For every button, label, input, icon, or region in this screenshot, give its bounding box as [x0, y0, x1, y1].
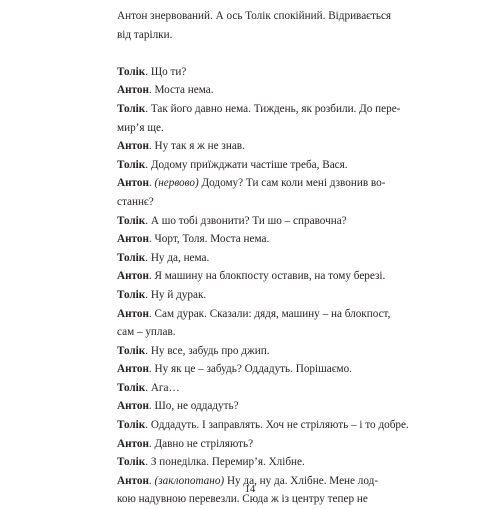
speech-text: Я машину на блокпосту оставив, на тому березі. [154, 270, 386, 283]
speech-text: Ну так я ж не знав. [154, 140, 245, 153]
speech-text: Ну да, ну да. Хлібне. Мене лод- [226, 474, 379, 487]
dialogue-line: Антон. Сам дурак. Сказали: дядя, машину – на блокпост, [117, 307, 391, 320]
dialogue-line: Антон. Я машину на блокпосту оставив, на тому березі. [117, 270, 386, 283]
speech-text: Ну да, нема. [150, 251, 210, 264]
speech-text: Чорт, Толя. Моста нема. [154, 233, 270, 246]
speaker-name: Антон [117, 437, 149, 450]
speech-text: сам – уплав. [117, 326, 176, 339]
speech-text: З понеділка. Перемир’я. Хлібне. [150, 456, 305, 469]
speech-text: Додому приїжджати частіше треба, Вася. [150, 158, 348, 171]
speech-text: Сам дурак. Сказали: дядя, машину – на блокпост, [154, 307, 391, 320]
speech-text: А шо тобі дзвонити? Ти шо – справочна? [150, 214, 347, 227]
speech-text: Ну й дурак. [150, 288, 207, 301]
dialogue-line [117, 119, 363, 138]
dialogue-line [117, 323, 363, 342]
dialogue-line: Толік. А шо тобі дзвонити? Ти шо – справочна? [117, 214, 347, 227]
speech-text: Ну як це – забудь? Оддадуть. Порішаємо. [154, 363, 352, 376]
speech-text: Моста нема. [154, 84, 214, 97]
dialogue-line: Антон. Чорт, Толя. Моста нема. [117, 233, 270, 246]
speaker-name: Толік [117, 456, 146, 469]
dialogue-line: Антон. (нервово) Додому? Ти сам коли мені дзвонив во- [117, 177, 386, 190]
dialogue-line: Толік. Ну й дурак. [117, 288, 207, 301]
dialogue-line: Толік. З понеділка. Перемир’я. Хлібне. [117, 456, 305, 469]
speech-text: мир’я ще. [117, 121, 164, 134]
dialogue-line: Антон. Шо, не оддадуть? [117, 400, 239, 413]
speaker-name: Антон [117, 140, 149, 153]
dialogue-line: Толік. Оддадуть. І заправлять. Хоч не стріляють – і то добре. [117, 419, 409, 432]
speaker-name: Антон [117, 177, 149, 190]
speaker-name: Антон [117, 474, 149, 487]
speaker-name: Антон [117, 270, 149, 283]
dialogue-line [117, 193, 363, 212]
speech-text: Ну все, забудь про джип. [150, 344, 270, 357]
stage-direction: (нервово) [154, 177, 199, 190]
speaker-name: Антон [117, 400, 149, 413]
play-text [117, 0, 409, 509]
speaker-name: Антон [117, 84, 149, 97]
dialogue-line: Толік. Ага… [117, 381, 180, 394]
speech-text: Так його давно нема. Тиждень, як розбили. До пере- [150, 102, 401, 115]
speaker-name: Толік [117, 381, 146, 394]
speech-text: Додому? Ти сам коли мені дзвонив во- [201, 177, 386, 190]
speech-text: станнє? [117, 195, 154, 208]
dialogue-line: Толік. Ну да, нема. [117, 251, 210, 264]
dialogue-line: Толік. Що ти? [117, 65, 187, 78]
speaker-name: Толік [117, 214, 146, 227]
dialogue-line: Антон. Давно не стріляють? [117, 437, 254, 450]
dialogue-line: Толік. Додому приїжджати частіше треба, Вася. [117, 158, 348, 171]
dialogue-line: Толік. Так його давно нема. Тиждень, як розбили. До пере- [117, 102, 401, 115]
speaker-name: Толік [117, 158, 146, 171]
speaker-name: Толік [117, 251, 146, 264]
dialogue-line: Толік. Ну все, забудь про джип. [117, 344, 270, 357]
dialogue-line: Антон. (заклопотано) Ну да, ну да. Хлібне. Мене лод- [117, 474, 379, 487]
speech-text: Ага… [150, 381, 180, 394]
speech-text: Що ти? [150, 65, 187, 78]
speaker-name: Антон [117, 363, 149, 376]
stage-direction-line: Антон знервований. А ось Толік спокійний. Відривається [117, 10, 392, 22]
dialogue [117, 63, 409, 509]
blank-line [117, 44, 363, 63]
speech-text: Шо, не оддадуть? [154, 400, 239, 413]
speaker-name: Толік [117, 65, 146, 78]
dialogue-line: Антон. Ну так я ж не знав. [117, 140, 245, 153]
speech-text: Давно не стріляють? [154, 437, 254, 450]
speech-text: кою надувною перевезли. Сюда ж із центру тепер не [117, 493, 368, 506]
stage-direction-line: від тарілки. [117, 28, 173, 41]
dialogue-line: Антон. Моста нема. [117, 84, 214, 97]
page-number: 14 [244, 484, 256, 495]
speaker-name: Антон [117, 307, 149, 320]
speaker-name: Толік [117, 288, 146, 301]
speaker-name: Толік [117, 102, 146, 115]
speaker-name: Антон [117, 233, 149, 246]
speech-text: Оддадуть. І заправлять. Хоч не стріляють – і то добре. [150, 419, 409, 432]
dialogue-line: Антон. Ну як це – забудь? Оддадуть. Порішаємо. [117, 363, 352, 376]
stage-direction: (заклопотано) [154, 474, 225, 487]
speaker-name: Толік [117, 419, 146, 432]
speaker-name: Толік [117, 344, 146, 357]
